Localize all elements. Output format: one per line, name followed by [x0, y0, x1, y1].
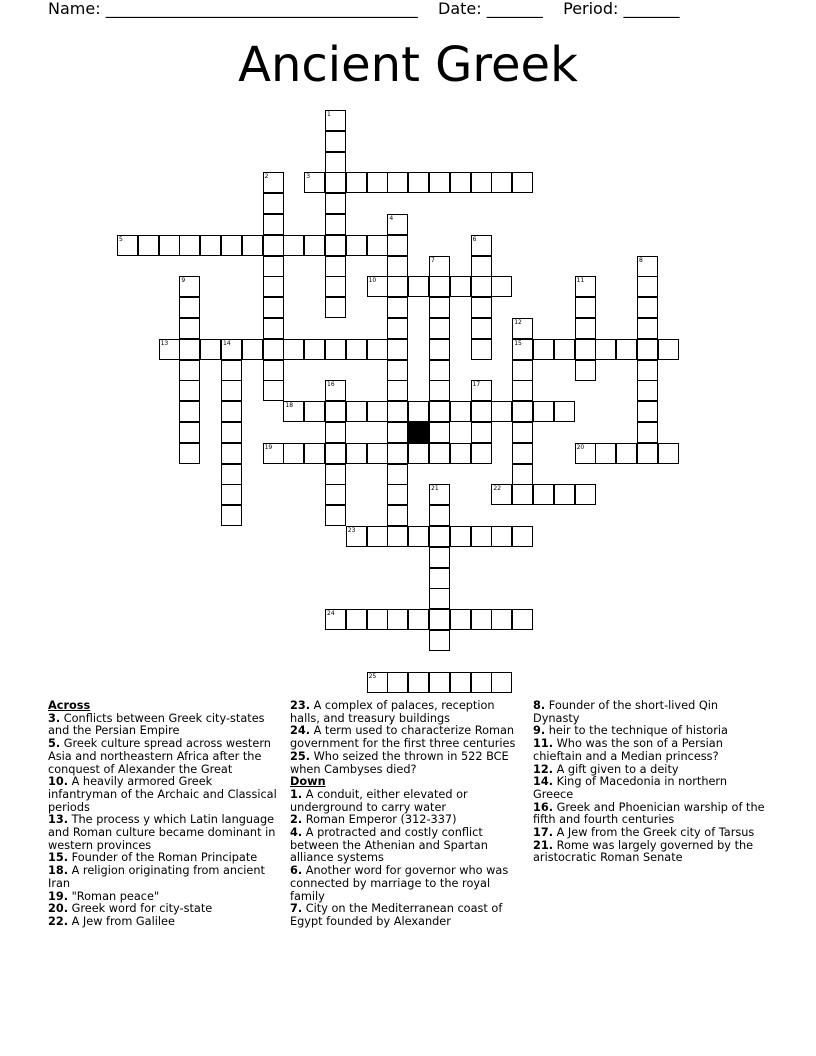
- grid-cell[interactable]: [221, 464, 242, 485]
- grid-cell[interactable]: [387, 464, 408, 485]
- grid-cell[interactable]: [512, 318, 533, 339]
- clue-across-24: 24. A term used to characterize Roman government for the first three centuries: [290, 724, 516, 751]
- grid-cell[interactable]: [471, 339, 492, 360]
- grid-cell[interactable]: [367, 172, 388, 193]
- grid-cell[interactable]: [450, 172, 471, 193]
- grid-cell[interactable]: [283, 235, 304, 256]
- grid-cell[interactable]: [575, 339, 596, 360]
- grid-cell[interactable]: [304, 401, 325, 422]
- grid-cell[interactable]: [408, 672, 429, 693]
- grid-cell[interactable]: [471, 276, 492, 297]
- clue-number: 9: [181, 277, 186, 285]
- grid-cell[interactable]: [450, 609, 471, 630]
- grid-cell[interactable]: [491, 401, 512, 422]
- grid-cell[interactable]: [346, 401, 367, 422]
- clue-across-10: 10. A heavily armored Greek infantryman of the Archaic and Classical periods: [48, 775, 277, 814]
- clue-across-19: 19. "Roman peace": [48, 889, 160, 903]
- grid-cell[interactable]: [512, 401, 533, 422]
- grid-cell[interactable]: [325, 609, 346, 630]
- clue-down-14: 14. King of Macedonia in northern Greece: [533, 775, 728, 801]
- grid-cell[interactable]: [325, 193, 346, 214]
- grid-cell[interactable]: [575, 297, 596, 318]
- grid-cell[interactable]: [533, 401, 554, 422]
- clue-number: 21: [431, 485, 439, 493]
- grid-cell[interactable]: [283, 443, 304, 464]
- grid-cell[interactable]: [325, 256, 346, 277]
- grid-cell[interactable]: [325, 235, 346, 256]
- grid-cell[interactable]: [491, 484, 512, 505]
- clue-across-5: 5. Greek culture spread across western Asia and northeastern Africa after the conquest of Alexander the Great: [48, 737, 271, 776]
- grid-cell[interactable]: [429, 547, 450, 568]
- name-field[interactable]: _______________________________________: [105, 0, 418, 18]
- clue-number: 20: [576, 443, 585, 451]
- date-label: Date:: [438, 0, 482, 18]
- grid-cell[interactable]: [367, 609, 388, 630]
- grid-cell[interactable]: [367, 235, 388, 256]
- grid-cell[interactable]: [554, 401, 575, 422]
- clue-number: 14: [223, 339, 231, 347]
- clue-number: 5: [119, 235, 123, 243]
- clue-down-16: 16. Greek and Phoenician warship of the fifth and fourth centuries: [533, 800, 765, 827]
- grid-cell[interactable]: [387, 526, 408, 547]
- grid-cell[interactable]: [429, 422, 450, 443]
- grid-cell[interactable]: [408, 401, 429, 422]
- grid-cell[interactable]: [242, 339, 263, 360]
- grid-cell[interactable]: [263, 297, 284, 318]
- clue-across-25: 25. Who seized the thrown in 522 BCE when Cambyses died?: [290, 749, 509, 776]
- grid-cell[interactable]: [367, 339, 388, 360]
- grid-cell[interactable]: [408, 443, 429, 464]
- clue-down-21: 21. Rome was largely governed by the aristocratic Roman Senate: [533, 838, 754, 865]
- grid-cell[interactable]: [387, 339, 408, 360]
- clue-number: 22: [493, 485, 502, 493]
- grid-cell[interactable]: [387, 401, 408, 422]
- grid-cell[interactable]: [429, 672, 450, 693]
- grid-cell[interactable]: [387, 318, 408, 339]
- grid-cell[interactable]: [637, 318, 658, 339]
- grid-cell[interactable]: [346, 609, 367, 630]
- grid-cell[interactable]: [263, 443, 284, 464]
- grid-cell[interactable]: [637, 256, 658, 277]
- grid-cell[interactable]: [429, 380, 450, 401]
- grid-cell[interactable]: [429, 588, 450, 609]
- clue-down-6: 6. Another word for governor who was connected by marriage to the royal family: [290, 864, 509, 903]
- grid-cell[interactable]: [221, 235, 242, 256]
- grid-cell[interactable]: [346, 172, 367, 193]
- grid-cell[interactable]: [575, 484, 596, 505]
- grid-cell[interactable]: [637, 297, 658, 318]
- grid-cell[interactable]: [471, 235, 492, 256]
- grid-cell[interactable]: [221, 360, 242, 381]
- clue-number: 13: [160, 339, 169, 347]
- grid-cell[interactable]: [179, 380, 200, 401]
- grid-cell[interactable]: [325, 214, 346, 235]
- grid-cell[interactable]: [221, 380, 242, 401]
- grid-cell[interactable]: [429, 360, 450, 381]
- grid-cell[interactable]: [325, 443, 346, 464]
- grid-cell[interactable]: [512, 609, 533, 630]
- grid-cell[interactable]: [263, 339, 284, 360]
- clue-number: 8: [639, 256, 643, 264]
- clue-number: 4: [389, 215, 394, 222]
- grid-cell[interactable]: [554, 484, 575, 505]
- grid-cell[interactable]: [221, 401, 242, 422]
- clue-down-11: 11. Who was the son of a Persian chieftain and a Median princess?: [533, 737, 723, 763]
- grid-cell[interactable]: [367, 672, 388, 693]
- clue-number: 15: [514, 339, 522, 347]
- grid-cell[interactable]: [283, 339, 304, 360]
- clues-column-3: [533, 700, 765, 865]
- grid-cell[interactable]: [616, 443, 637, 464]
- grid-cell[interactable]: [408, 609, 429, 630]
- grid-cell[interactable]: [387, 484, 408, 505]
- date-field[interactable]: _______: [486, 0, 543, 18]
- grid-cell[interactable]: [263, 193, 284, 214]
- grid-cell[interactable]: [304, 443, 325, 464]
- grid-cell[interactable]: [387, 360, 408, 381]
- grid-cell[interactable]: [429, 630, 450, 651]
- grid-cell[interactable]: [491, 172, 512, 193]
- grid-cell[interactable]: [533, 339, 554, 360]
- grid-cell[interactable]: [616, 339, 637, 360]
- clue-across-18: 18. A religion originating from ancient Iran: [48, 864, 265, 890]
- grid-cell[interactable]: [429, 256, 450, 277]
- grid-cell[interactable]: [637, 422, 658, 443]
- grid-cell[interactable]: [325, 422, 346, 443]
- clue-down-12: 12. A gift given to a deity: [533, 762, 679, 776]
- grid-cell[interactable]: [263, 235, 284, 256]
- grid-cell[interactable]: [450, 672, 471, 693]
- grid-cell[interactable]: [387, 172, 408, 193]
- clue-number: 24: [327, 610, 335, 618]
- grid-cell[interactable]: [221, 422, 242, 443]
- grid-cell[interactable]: [408, 526, 429, 547]
- grid-cell[interactable]: [575, 360, 596, 381]
- grid-cell[interactable]: [637, 380, 658, 401]
- grid-cell[interactable]: [304, 235, 325, 256]
- grid-cell[interactable]: [179, 235, 200, 256]
- clue-number: 17: [472, 381, 481, 389]
- grid-cell[interactable]: [387, 609, 408, 630]
- grid-cell[interactable]: [179, 422, 200, 443]
- grid-cell[interactable]: [159, 339, 180, 360]
- clues-column-2: [290, 700, 522, 929]
- across-heading: Across: [48, 699, 91, 712]
- clue-number: 6: [472, 235, 477, 243]
- grid-cell[interactable]: [304, 339, 325, 360]
- grid-cell[interactable]: [637, 401, 658, 422]
- grid-cell[interactable]: [387, 672, 408, 693]
- clue-number: 10: [368, 277, 377, 285]
- grid-cell[interactable]: [471, 256, 492, 277]
- grid-cell[interactable]: [429, 505, 450, 526]
- clues-column-1: [48, 700, 280, 929]
- grid-cell[interactable]: [512, 360, 533, 381]
- grid-cell[interactable]: [595, 443, 616, 464]
- grid-cell[interactable]: [179, 339, 200, 360]
- clue-across-22: 22. A Jew from Galilee: [48, 914, 175, 928]
- clue-across-23: 23. A complex of palaces, reception halls, and treasury buildings: [290, 699, 495, 725]
- clue-number: 25: [368, 672, 377, 680]
- grid-cell[interactable]: [450, 443, 471, 464]
- grid-cell[interactable]: [512, 464, 533, 485]
- grid-cell[interactable]: [346, 526, 367, 547]
- grid-cell[interactable]: [387, 380, 408, 401]
- clue-down-9: 9. heir to the technique of historia: [533, 724, 728, 738]
- grid-cell[interactable]: [471, 172, 492, 193]
- grid-cell[interactable]: [512, 380, 533, 401]
- grid-cell[interactable]: [200, 235, 221, 256]
- grid-cell[interactable]: [429, 401, 450, 422]
- grid-cell[interactable]: [637, 443, 658, 464]
- grid-cell[interactable]: [387, 443, 408, 464]
- grid-cell[interactable]: [575, 276, 596, 297]
- grid-cell[interactable]: [221, 484, 242, 505]
- grid-cell[interactable]: [263, 276, 284, 297]
- grid-cell[interactable]: [263, 256, 284, 277]
- grid-cell[interactable]: [512, 422, 533, 443]
- grid-cell[interactable]: [325, 464, 346, 485]
- grid-cell[interactable]: [429, 609, 450, 630]
- grid-cell[interactable]: [637, 339, 658, 360]
- clue-number: 11: [576, 277, 585, 285]
- grid-cell[interactable]: [554, 339, 575, 360]
- clue-down-17: 17. A Jew from the Greek city of Tarsus: [533, 826, 755, 840]
- grid-cell[interactable]: [575, 443, 596, 464]
- grid-cell[interactable]: [325, 505, 346, 526]
- grid-cell[interactable]: [263, 172, 284, 193]
- grid-cell[interactable]: [117, 235, 138, 256]
- grid-cell[interactable]: [179, 297, 200, 318]
- grid-cell[interactable]: [471, 380, 492, 401]
- grid-cell[interactable]: [159, 235, 180, 256]
- grid-cell[interactable]: [346, 339, 367, 360]
- grid-cell[interactable]: [325, 131, 346, 152]
- clue-across-3: 3. Conflicts between Greek city-states and the Persian Empire: [48, 711, 265, 738]
- grid-cell[interactable]: [533, 484, 554, 505]
- grid-cell[interactable]: [179, 401, 200, 422]
- grid-cell[interactable]: [471, 443, 492, 464]
- black-square: [408, 422, 429, 443]
- clue-number: 1: [327, 111, 331, 118]
- grid-cell[interactable]: [429, 443, 450, 464]
- grid-cell[interactable]: [450, 526, 471, 547]
- grid-cell[interactable]: [325, 110, 346, 131]
- clue-number: 7: [431, 256, 435, 264]
- grid-cell[interactable]: [637, 360, 658, 381]
- grid-cell[interactable]: [263, 360, 284, 381]
- grid-cell[interactable]: [179, 276, 200, 297]
- grid-cell[interactable]: [595, 339, 616, 360]
- grid-cell[interactable]: [450, 276, 471, 297]
- grid-cell[interactable]: [179, 443, 200, 464]
- grid-cell[interactable]: [450, 401, 471, 422]
- clue-number: 3: [306, 173, 311, 181]
- grid-cell[interactable]: [658, 443, 679, 464]
- clue-across-15: 15. Founder of the Roman Principate: [48, 851, 258, 865]
- grid-cell[interactable]: [325, 380, 346, 401]
- period-label: Period:: [563, 0, 619, 18]
- grid-cell[interactable]: [387, 422, 408, 443]
- clue-number: 2: [264, 173, 269, 181]
- grid-cell[interactable]: [512, 443, 533, 464]
- grid-cell[interactable]: [221, 339, 242, 360]
- grid-cell[interactable]: [367, 526, 388, 547]
- grid-cell[interactable]: [512, 339, 533, 360]
- grid-cell[interactable]: [429, 526, 450, 547]
- grid-cell[interactable]: [387, 297, 408, 318]
- clue-number: 23: [347, 527, 356, 534]
- clue-down-2: 2. Roman Emperor (312-337): [290, 813, 457, 827]
- grid-cell[interactable]: [179, 318, 200, 339]
- grid-cell[interactable]: [637, 276, 658, 297]
- grid-cell[interactable]: [491, 672, 512, 693]
- grid-cell[interactable]: [346, 443, 367, 464]
- clue-across-13: 13. The process y which Latin language and Roman culture became dominant in western provinces: [48, 813, 276, 852]
- grid-cell[interactable]: [263, 214, 284, 235]
- grid-cell[interactable]: [512, 172, 533, 193]
- grid-cell[interactable]: [429, 172, 450, 193]
- grid-cell[interactable]: [429, 568, 450, 589]
- grid-cell[interactable]: [471, 422, 492, 443]
- grid-cell[interactable]: [387, 235, 408, 256]
- grid-cell[interactable]: [325, 339, 346, 360]
- grid-cell[interactable]: [471, 609, 492, 630]
- grid-cell[interactable]: [429, 318, 450, 339]
- grid-cell[interactable]: [429, 276, 450, 297]
- grid-cell[interactable]: [491, 276, 512, 297]
- grid-cell[interactable]: [429, 484, 450, 505]
- grid-cell[interactable]: [283, 401, 304, 422]
- clue-down-7: 7. City on the Mediterranean coast of Egypt founded by Alexander: [290, 902, 503, 928]
- grid-cell[interactable]: [200, 339, 221, 360]
- grid-cell[interactable]: [387, 256, 408, 277]
- down-heading: Down: [290, 775, 326, 789]
- clue-number: 18: [285, 402, 294, 410]
- grid-cell[interactable]: [512, 484, 533, 505]
- grid-cell[interactable]: [471, 401, 492, 422]
- grid-cell[interactable]: [325, 297, 346, 318]
- grid-cell[interactable]: [263, 318, 284, 339]
- grid-cell[interactable]: [471, 318, 492, 339]
- puzzle-title: Ancient Greek: [238, 37, 578, 93]
- clue-down-8: 8. Founder of the short-lived Qin Dynasty: [533, 699, 719, 725]
- grid-cell[interactable]: [179, 360, 200, 381]
- grid-cell[interactable]: [325, 152, 346, 173]
- grid-cell[interactable]: [325, 401, 346, 422]
- grid-cell[interactable]: [387, 276, 408, 297]
- clue-number: 19: [264, 443, 273, 451]
- grid-cell[interactable]: [429, 339, 450, 360]
- name-label: Name:: [48, 0, 101, 18]
- grid-cell[interactable]: [325, 276, 346, 297]
- period-field[interactable]: _______: [623, 0, 680, 18]
- grid-cell[interactable]: [512, 526, 533, 547]
- grid-cell[interactable]: [387, 214, 408, 235]
- grid-cell[interactable]: [325, 172, 346, 193]
- grid-cell[interactable]: [471, 526, 492, 547]
- grid-cell[interactable]: [367, 443, 388, 464]
- grid-cell[interactable]: [325, 484, 346, 505]
- grid-cell[interactable]: [491, 526, 512, 547]
- clue-number: 16: [327, 381, 335, 389]
- clue-number: 12: [514, 319, 522, 326]
- grid-cell[interactable]: [221, 505, 242, 526]
- grid-cell[interactable]: [408, 276, 429, 297]
- grid-cell[interactable]: [346, 235, 367, 256]
- clue-down-1: 1. A conduit, either elevated or underground to carry water: [290, 787, 468, 814]
- grid-cell[interactable]: [408, 172, 429, 193]
- grid-cell[interactable]: [367, 276, 388, 297]
- grid-cell[interactable]: [221, 443, 242, 464]
- grid-cell[interactable]: [491, 609, 512, 630]
- clue-down-4: 4. A protracted and costly conflict between the Athenian and Spartan alliance systems: [290, 826, 488, 865]
- grid-cell[interactable]: [471, 297, 492, 318]
- grid-cell[interactable]: [575, 318, 596, 339]
- grid-cell[interactable]: [658, 339, 679, 360]
- clue-across-20: 20. Greek word for city-state: [48, 902, 213, 916]
- grid-cell[interactable]: [304, 172, 325, 193]
- grid-cell[interactable]: [429, 297, 450, 318]
- grid-cell[interactable]: [263, 380, 284, 401]
- grid-cell[interactable]: [367, 401, 388, 422]
- grid-cell[interactable]: [138, 235, 159, 256]
- grid-cell[interactable]: [387, 505, 408, 526]
- grid-cell[interactable]: [242, 235, 263, 256]
- grid-cell[interactable]: [471, 672, 492, 693]
